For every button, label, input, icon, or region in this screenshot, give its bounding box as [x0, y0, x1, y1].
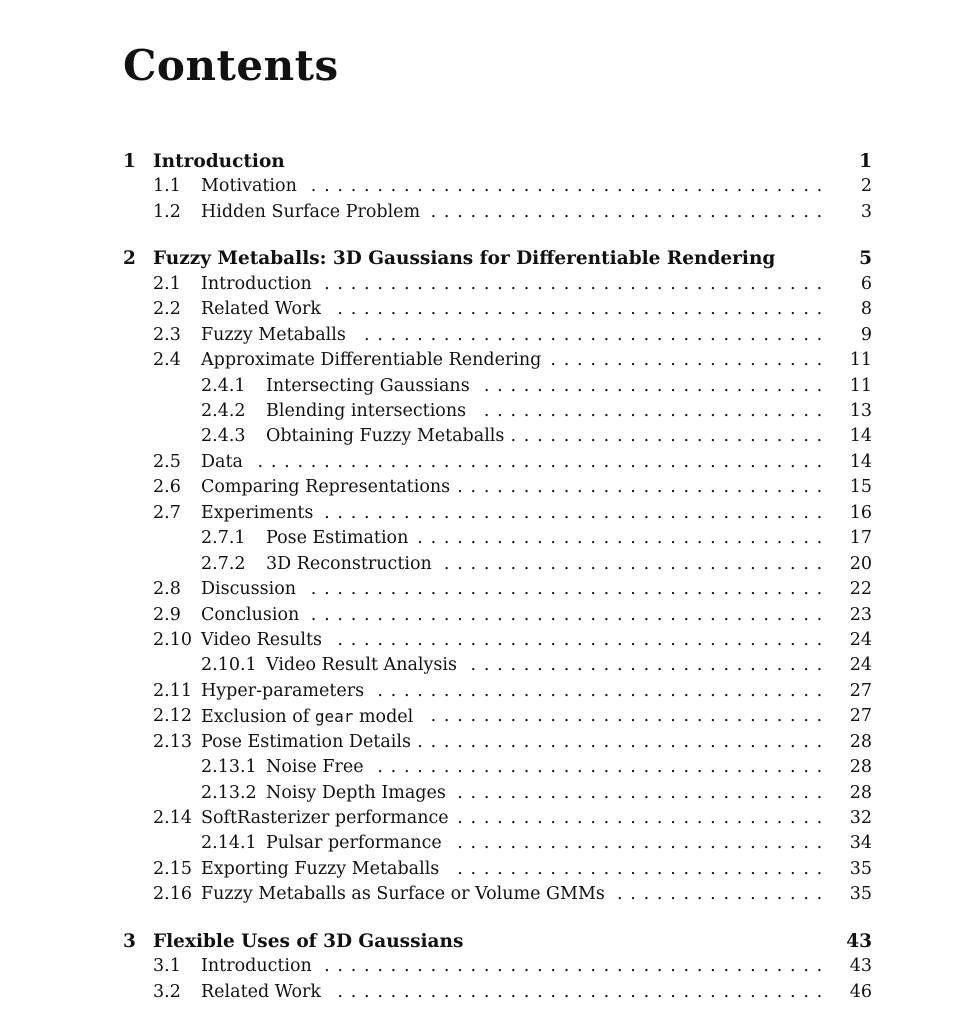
toc-entry[interactable]: [0, 174, 956, 199]
toc-entry-number: 3.2: [153, 982, 181, 1002]
toc-entry-title: Exporting Fuzzy Metaballs: [201, 859, 440, 879]
toc-entry-title: Experiments: [201, 503, 314, 523]
toc-entry-title: Fuzzy Metaballs: [201, 325, 346, 345]
toc-entry-number: 2.12: [153, 706, 192, 726]
toc-leader-dots: ............................: [457, 477, 830, 497]
toc-leader-dots: ...............................: [417, 732, 830, 752]
toc-entry-number: 2.2: [153, 299, 181, 319]
toc-entry[interactable]: [0, 272, 956, 297]
toc-entry-page-number: 24: [849, 655, 872, 675]
toc-entry-number: 3: [123, 931, 136, 952]
toc-leader-dots: .......................................: [310, 579, 830, 599]
toc-leader-dots: ...............................: [417, 528, 830, 548]
toc-leader-dots: .....................................: [337, 982, 830, 1002]
toc-leader-dots: .......................................: [310, 605, 830, 625]
toc-entry[interactable]: [0, 424, 956, 449]
toc-entry[interactable]: [0, 323, 956, 348]
toc-entry-number: 2.7: [153, 503, 181, 523]
toc-entry-page-number: 11: [849, 350, 872, 370]
toc-entry-page-number: 27: [849, 681, 872, 701]
toc-entry-page-number: 32: [849, 808, 872, 828]
toc-entry-page-number: 13: [849, 401, 872, 421]
toc-leader-dots: .............................: [443, 554, 830, 574]
toc-entry-page-number: 35: [849, 884, 872, 904]
toc-entry-title: [201, 704, 413, 730]
toc-leader-dots: ......................................: [324, 274, 830, 294]
toc-entry-title: Introduction: [153, 151, 285, 172]
toc-entry-title: Noisy Depth Images: [266, 783, 446, 803]
toc-entry-number: 2.13: [153, 732, 192, 752]
toc-entry-page-number: 22: [849, 579, 872, 599]
toc-entry[interactable]: [0, 552, 956, 577]
toc-entry-page-number: 14: [849, 452, 872, 472]
toc-entry-number: 2.8: [153, 579, 181, 599]
toc-entry-page-number: 28: [849, 783, 872, 803]
toc-entry-title: SoftRasterizer performance: [201, 808, 449, 828]
toc-entry-title: Introduction: [201, 274, 312, 294]
toc-leader-dots: ..............................: [430, 706, 830, 726]
toc-entry-page-number: 17: [849, 528, 872, 548]
toc-entry[interactable]: [0, 628, 956, 653]
toc-entry[interactable]: [0, 806, 956, 831]
toc-entry-title: Intersecting Gaussians: [266, 376, 470, 396]
toc-entry-page-number: 20: [849, 554, 872, 574]
toc-leader-dots: ..................................: [377, 757, 830, 777]
toc-leader-dots: ..........................: [483, 401, 830, 421]
toc-entry[interactable]: [0, 857, 956, 882]
toc-entry-page-number: 43: [849, 956, 872, 976]
toc-leader-dots: ...........................: [470, 655, 830, 675]
toc-entry[interactable]: [0, 704, 956, 729]
toc-entry-title: Motivation: [201, 176, 297, 196]
toc-entry-page-number: 27: [849, 706, 872, 726]
toc-entry-title: Flexible Uses of 3D Gaussians: [153, 931, 464, 952]
toc-leader-dots: ............................: [457, 833, 830, 853]
toc-entry-number: 2.10.1: [201, 655, 257, 675]
toc-leader-dots: ......................................: [324, 503, 830, 523]
toc-entry-page-number: 23: [849, 605, 872, 625]
toc-leader-dots: ............................: [457, 808, 830, 828]
toc-entry-number: 2.15: [153, 859, 192, 879]
toc-entry[interactable]: [0, 374, 956, 399]
toc-entry-title: Hyper-parameters: [201, 681, 365, 701]
toc-entry-page-number: 8: [860, 299, 872, 319]
toc-entry-number: 2.4: [153, 350, 181, 370]
toc-entry[interactable]: [0, 200, 956, 225]
toc-entry[interactable]: [0, 348, 956, 373]
toc-entry-number: 1.1: [153, 176, 181, 196]
toc-entry-page-number: 28: [849, 732, 872, 752]
toc-entry[interactable]: [0, 297, 956, 322]
toc-leader-dots: ...........................................: [257, 452, 830, 472]
page-title: Contents: [123, 41, 339, 90]
toc-entry-number: 2.5: [153, 452, 181, 472]
toc-entry-title: Conclusion: [201, 605, 300, 625]
toc-entry-page-number: 16: [849, 503, 872, 523]
toc-entry-title-text: Exclusion of: [201, 707, 315, 727]
toc-entry-title: Comparing Representations: [201, 477, 451, 497]
toc-entry-page-number: 34: [849, 833, 872, 853]
toc-entry-page-number: 5: [859, 248, 872, 269]
toc-chapter-entry[interactable]: [0, 149, 956, 174]
toc-entry-title: Video Result Analysis: [266, 655, 457, 675]
toc-entry-title: Related Work: [201, 299, 322, 319]
toc-entry-title: Data: [201, 452, 243, 472]
toc-entry-number: 2.7.2: [201, 554, 246, 574]
toc-entry-title: Noise Free: [266, 757, 364, 777]
toc-entry-title: Fuzzy Metaballs: 3D Gaussians for Differentiable Rendering: [153, 248, 776, 269]
toc-entry[interactable]: [0, 730, 956, 755]
toc-entry-page-number: 3: [860, 202, 872, 222]
toc-entry[interactable]: [0, 577, 956, 602]
toc-entry-title: Introduction: [201, 956, 312, 976]
toc-entry-page-number: 28: [849, 757, 872, 777]
toc-entry-title: Pulsar performance: [266, 833, 442, 853]
toc-entry[interactable]: [0, 653, 956, 678]
toc-leader-dots: ...................................: [364, 325, 830, 345]
toc-entry-page-number: 6: [860, 274, 872, 294]
toc-entry-title: Blending intersections: [266, 401, 467, 421]
toc-entry-number: 2.4.1: [201, 376, 246, 396]
toc-entry[interactable]: [0, 831, 956, 856]
toc-leader-dots: .....................................: [337, 630, 830, 650]
toc-entry-page-number: 15: [849, 477, 872, 497]
toc-entry-number: 2.7.1: [201, 528, 246, 548]
toc-entry-title: Discussion: [201, 579, 297, 599]
toc-entry-page-number: 14: [849, 426, 872, 446]
toc-entry-number: 2.14.1: [201, 833, 257, 853]
toc-entry-title: Hidden Surface Problem: [201, 202, 421, 222]
toc-leader-dots: ........................: [510, 426, 830, 446]
toc-entry-number: 2.1: [153, 274, 181, 294]
toc-entry-page-number: 9: [860, 325, 872, 345]
toc-entry-title: Pose Estimation Details: [201, 732, 411, 752]
toc-entry-number: 2: [123, 248, 136, 269]
toc-leader-dots: ............................: [457, 783, 830, 803]
toc-entry-page-number: 35: [849, 859, 872, 879]
toc-entry-number: 2.11: [153, 681, 192, 701]
toc-entry-page-number: 46: [849, 982, 872, 1002]
toc-entry-page-number: 1: [859, 151, 872, 172]
toc-leader-dots: ..............................: [430, 202, 830, 222]
toc-entry-title: Video Results: [201, 630, 322, 650]
toc-entry[interactable]: [0, 882, 956, 907]
toc-entry[interactable]: [0, 526, 956, 551]
toc-entry-number: 1.2: [153, 202, 181, 222]
toc-leader-dots: ................: [616, 884, 830, 904]
toc-leader-dots: ............................: [457, 859, 830, 879]
toc-entry-number: 2.14: [153, 808, 192, 828]
toc-entry-title: Related Work: [201, 982, 322, 1002]
toc-entry-title-code: gear: [314, 707, 354, 726]
toc-entry-number: 2.4.3: [201, 426, 246, 446]
toc-entry[interactable]: [0, 679, 956, 704]
toc-entry-number: 2.13.2: [201, 783, 257, 803]
toc-chapter-entry[interactable]: [0, 246, 956, 271]
toc-entry[interactable]: [0, 603, 956, 628]
toc-entry-page-number: 24: [849, 630, 872, 650]
toc-entry-title: Approximate Differentiable Rendering: [201, 350, 542, 370]
toc-entry-number: 2.9: [153, 605, 181, 625]
toc-entry[interactable]: [0, 954, 956, 979]
toc-entry[interactable]: [0, 781, 956, 806]
toc-leader-dots: .....................................: [337, 299, 830, 319]
toc-entry-number: 2.3: [153, 325, 181, 345]
toc-leader-dots: .....................: [550, 350, 830, 370]
toc-entry-title: 3D Reconstruction: [266, 554, 432, 574]
toc-entry[interactable]: [0, 399, 956, 424]
toc-entry-title-text: model: [353, 707, 414, 727]
toc-leader-dots: ..................................: [377, 681, 830, 701]
toc-leader-dots: ..........................: [483, 376, 830, 396]
toc-entry[interactable]: [0, 475, 956, 500]
toc-entry-number: 2.10: [153, 630, 192, 650]
toc-entry[interactable]: [0, 755, 956, 780]
toc-entry-title: Obtaining Fuzzy Metaballs: [266, 426, 505, 446]
toc-leader-dots: .......................................: [310, 176, 830, 196]
toc-chapter-entry[interactable]: [0, 929, 956, 954]
toc-entry[interactable]: [0, 980, 956, 1005]
toc-entry-title: Pose Estimation: [266, 528, 409, 548]
toc-entry[interactable]: [0, 450, 956, 475]
toc-entry-title: Fuzzy Metaballs as Surface or Volume GMMs: [201, 884, 605, 904]
toc-entry-number: 2.4.2: [201, 401, 246, 421]
toc-entry-number: 1: [123, 151, 136, 172]
toc-entry-number: 2.6: [153, 477, 181, 497]
toc-entry-number: 3.1: [153, 956, 181, 976]
toc-entry-page-number: 2: [860, 176, 872, 196]
toc-entry[interactable]: [0, 501, 956, 526]
toc-leader-dots: ......................................: [324, 956, 830, 976]
toc-entry-number: 2.13.1: [201, 757, 257, 777]
toc-entry-number: 2.16: [153, 884, 192, 904]
toc-entry-page-number: 43: [846, 931, 872, 952]
toc-entry-page-number: 11: [849, 376, 872, 396]
